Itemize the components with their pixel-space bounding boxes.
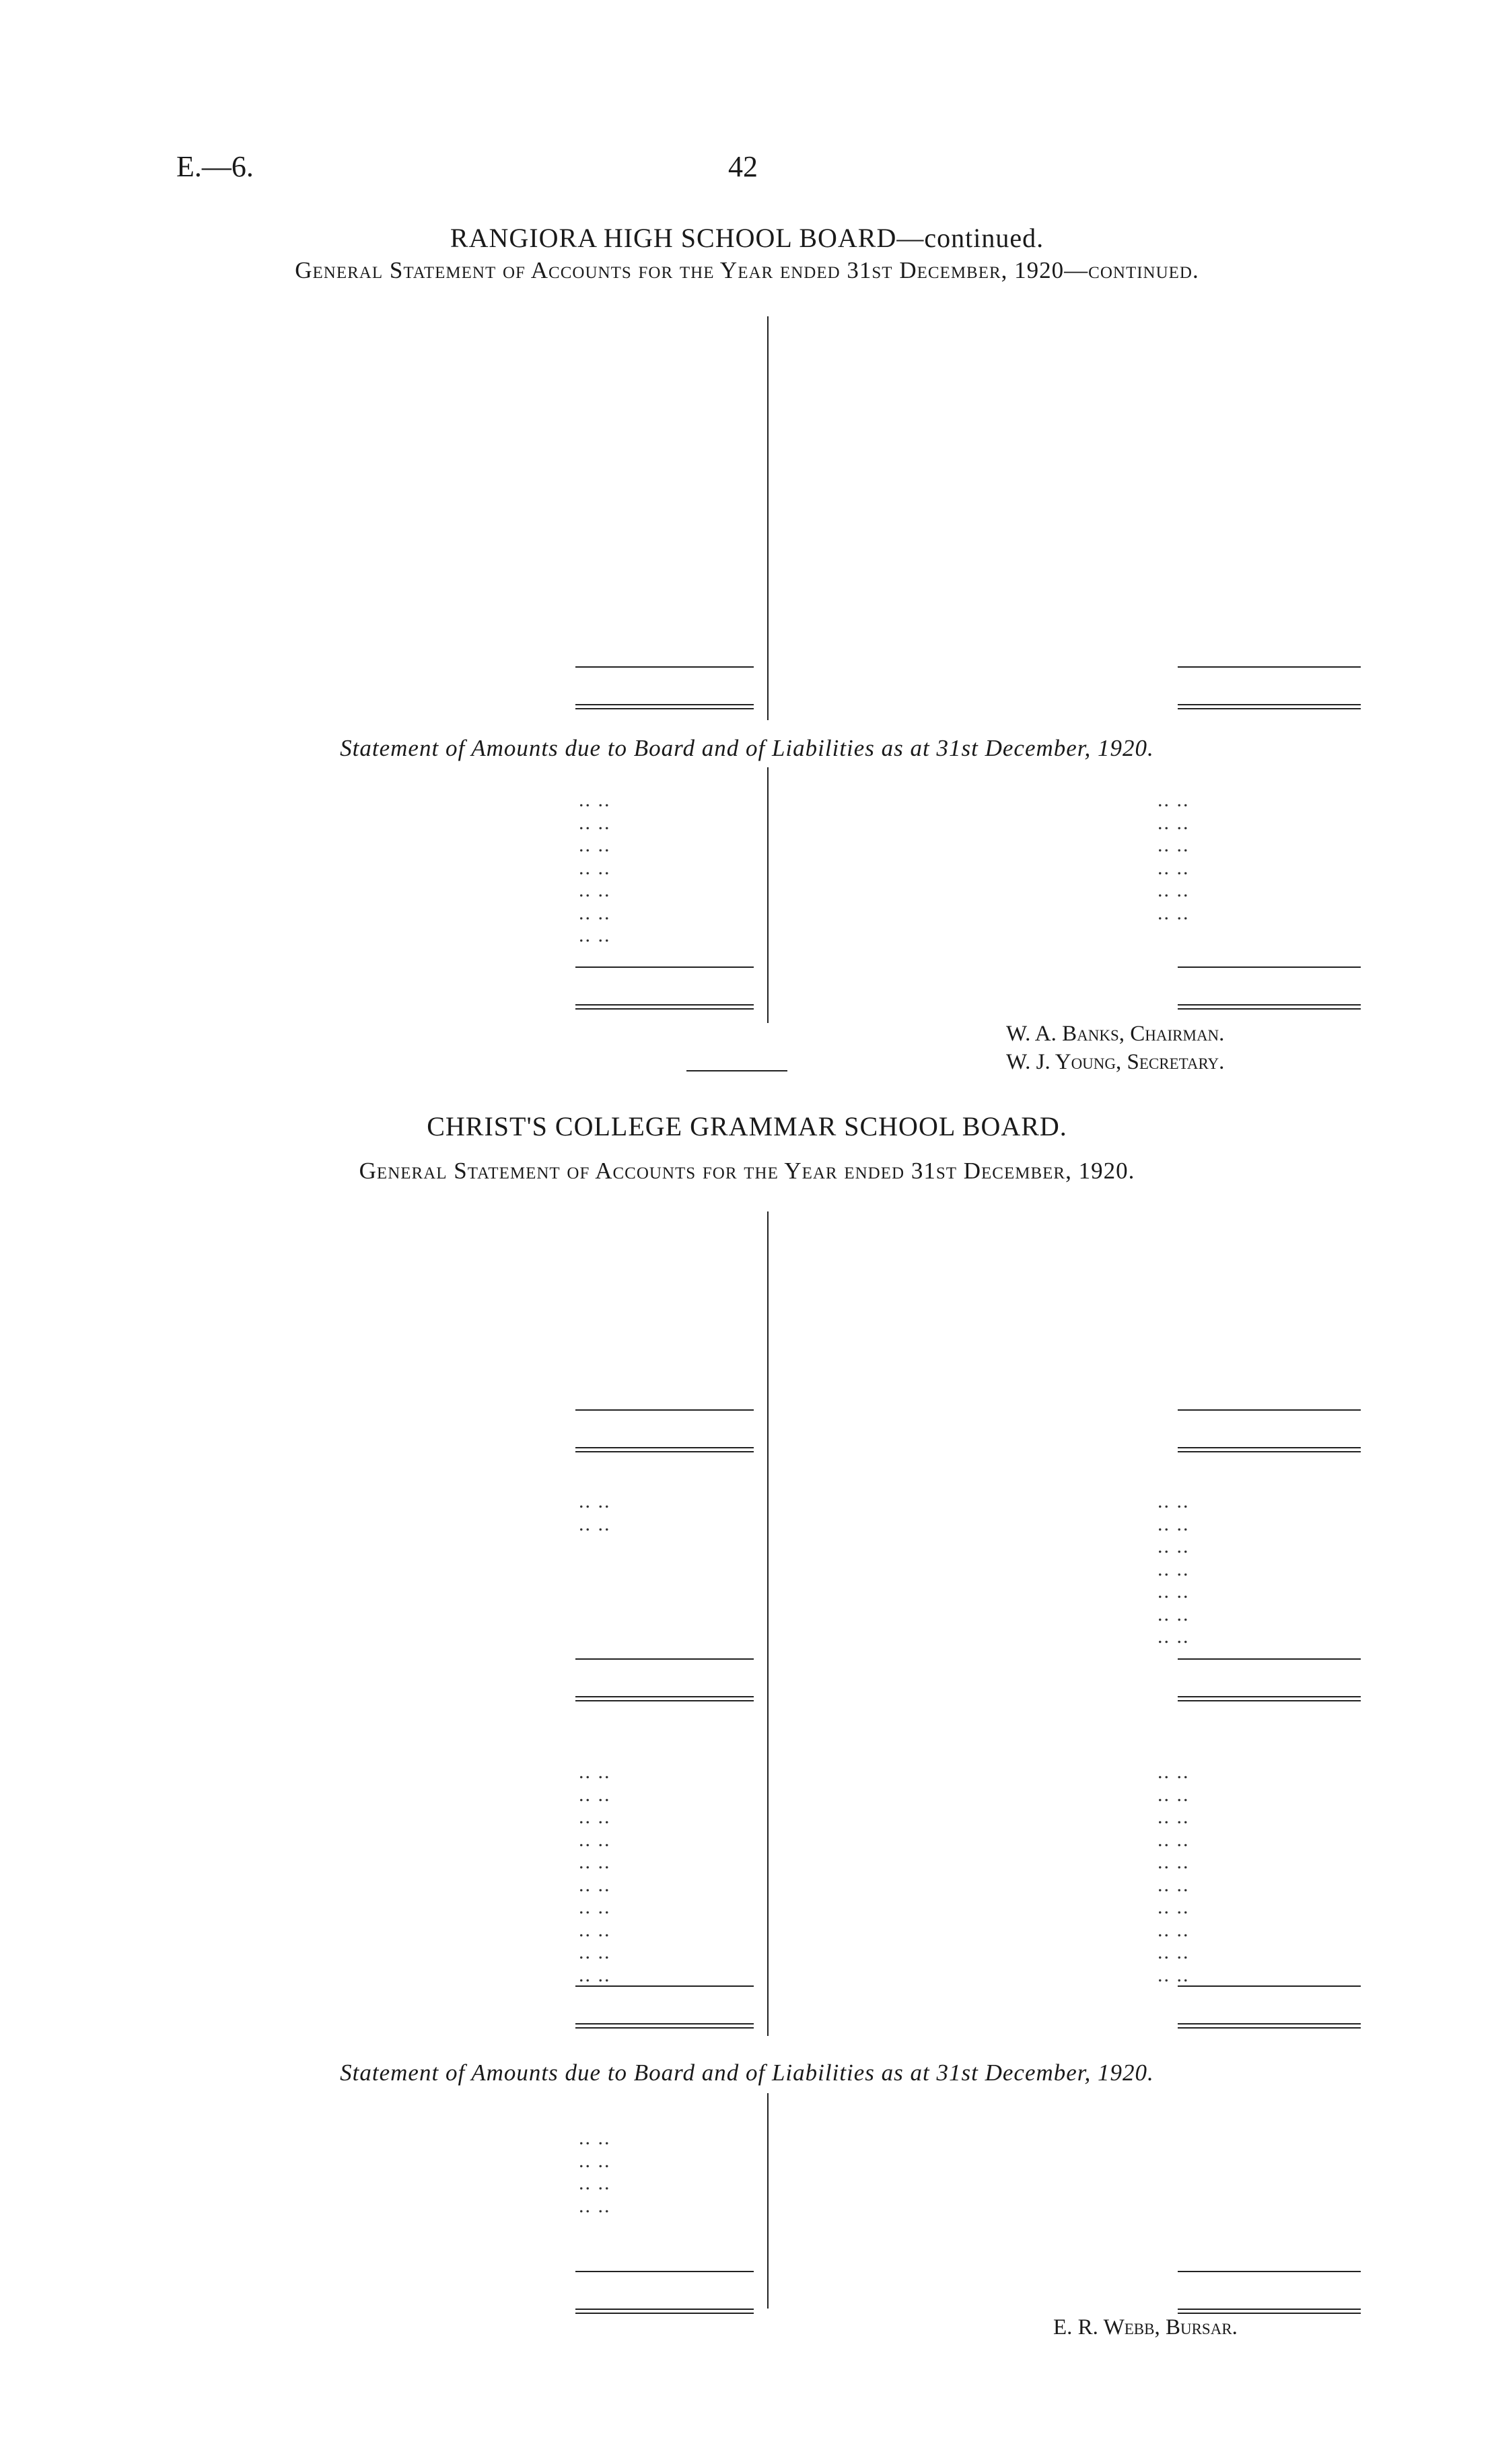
christs-due-total-rule [1178,2271,1361,2272]
christs-secondary-receipt-leader-dots: .. .. [579,1918,611,1941]
christs-hostel-receipt-leader-dots: .. .. [579,1490,611,1512]
christs-secondary-receipts-total-double-rule [575,2023,754,2025]
christs-hostel-payments-total-double-rule [1178,1696,1361,1697]
rangiora-title: RANGIORA HIGH SCHOOL BOARD—continued. [450,223,1044,253]
christs-secondary-receipt-leader-dots: .. .. [579,1963,611,1986]
page-number: 42 [728,150,758,183]
christs-secondary-receipt-leader-dots: .. .. [579,1896,611,1918]
christs-liabilities-total-double-rule [575,2309,754,2310]
christs-title: CHRIST'S COLLEGE GRAMMAR SCHOOL BOARD. [427,1111,1067,1141]
christs-secondary-receipt-leader-dots: .. .. [579,1941,611,1963]
rangiora-liability-leader-dots: .. .. [579,856,611,879]
christs-secondary-payment-leader-dots: .. .. [1158,1963,1190,1986]
rangiora-due-total-double-rule [1178,1008,1361,1010]
rangiora-liability-leader-dots: .. .. [579,834,611,856]
christs-endow-receipts-total-double-rule [575,1447,754,1448]
christs-hostel-payment-leader-dots: .. .. [1158,1512,1190,1535]
christs-liability-leader-dots: .. .. [579,2149,611,2172]
rangiora-liabilities-total-rule [575,966,754,968]
christs-hostel-payment-leader-dots: .. .. [1158,1580,1190,1603]
divider [686,1070,787,1071]
christs-hostel-payments-total-rule [1178,1658,1361,1660]
christs-secondary-payment-leader-dots: .. .. [1158,1783,1190,1806]
christs-secondary-payment-leader-dots: .. .. [1158,1941,1190,1963]
rangiora-liabilities-total-double-rule [575,1004,754,1006]
christs-liability-leader-dots: .. .. [579,2172,611,2194]
christs-secondary-payment-leader-dots: .. .. [1158,1851,1190,1873]
christs-due-total-double-rule [1178,2309,1361,2310]
christs-hostel-payment-leader-dots: .. .. [1158,1490,1190,1512]
christs-liabilities-total-rule [575,2271,754,2272]
christs-secondary-payment-leader-dots: .. .. [1158,1918,1190,1941]
christs-secondary-receipts-total-rule [575,1985,754,1987]
rangiora-due-leader-dots: .. .. [1158,811,1190,834]
christs-hostel-payments-total-double-rule [1178,1700,1361,1701]
christs-secondary-receipt-leader-dots: .. .. [579,1828,611,1851]
christs-secondary-payment-leader-dots: .. .. [1158,1828,1190,1851]
rangiora-receipts-total-rule [575,666,754,668]
christs-secondary-payments-total-rule [1178,1985,1361,1987]
christs-hostel-receipts-total-double-rule [575,1700,754,1701]
christs-secondary-receipt-leader-dots: .. .. [579,1851,611,1873]
rangiora-receipts-total-double-rule [575,708,754,709]
rangiora-statement-title: Statement of Amounts due to Board and of Liabilities as at 31st December, 1920. [340,735,1154,761]
christs-secondary-payment-leader-dots: .. .. [1158,1806,1190,1828]
christs-endow-payments-total-double-rule [1178,1451,1361,1452]
column-divider [767,316,769,720]
christs-endow-receipts-total-double-rule [575,1451,754,1452]
christs-secondary-payments-total-double-rule [1178,2023,1361,2025]
christs-secondary-receipt-leader-dots: .. .. [579,1806,611,1828]
signature-chairman: W. A. Banks, Chairman. [1006,1022,1225,1046]
christs-hostel-payment-leader-dots: .. .. [1158,1603,1190,1625]
christs-liabilities-total-double-rule [575,2313,754,2314]
christs-liability-leader-dots: .. .. [579,2194,611,2217]
page-reference: E.—6. [176,150,254,183]
rangiora-due-total-double-rule [1178,1004,1361,1006]
rangiora-due-leader-dots: .. .. [1158,856,1190,879]
rangiora-due-total-rule [1178,966,1361,968]
christs-hostel-receipts-total-double-rule [575,1696,754,1697]
column-divider [767,767,769,1023]
rangiora-liability-leader-dots: .. .. [579,924,611,946]
christs-secondary-receipt-leader-dots: .. .. [579,1761,611,1783]
christs-endow-payments-total-rule [1178,1409,1361,1411]
rangiora-receipts-total-double-rule [575,704,754,705]
rangiora-payments-total-double-rule [1178,704,1361,705]
christs-secondary-receipt-leader-dots: .. .. [579,1783,611,1806]
christs-statement-title: Statement of Amounts due to Board and of Liabilities as at 31st December, 1920. [340,2060,1154,2086]
christs-hostel-payment-leader-dots: .. .. [1158,1625,1190,1648]
rangiora-subtitle: General Statement of Accounts for the Year ended 31st December, 1920—continued. [295,257,1199,283]
christs-due-total-double-rule [1178,2313,1361,2314]
christs-hostel-receipt-leader-dots: .. .. [579,1512,611,1535]
column-divider [767,1211,769,2036]
rangiora-due-leader-dots: .. .. [1158,879,1190,901]
rangiora-liability-leader-dots: .. .. [579,901,611,924]
christs-secondary-payment-leader-dots: .. .. [1158,1896,1190,1918]
rangiora-liability-leader-dots: .. .. [579,879,611,901]
rangiora-liability-leader-dots: .. .. [579,811,611,834]
christs-secondary-payments-total-double-rule [1178,2027,1361,2029]
rangiora-due-leader-dots: .. .. [1158,901,1190,924]
signature-secretary: W. J. Young, Secretary. [1006,1050,1225,1074]
rangiora-payments-total-double-rule [1178,708,1361,709]
christs-endow-receipts-total-rule [575,1409,754,1411]
signature-bursar: E. R. Webb, Bursar. [1053,2315,1238,2339]
christs-hostel-receipts-total-rule [575,1658,754,1660]
christs-endow-payments-total-double-rule [1178,1447,1361,1448]
christs-secondary-receipts-total-double-rule [575,2027,754,2029]
christs-liability-leader-dots: .. .. [579,2127,611,2149]
christs-secondary-receipt-leader-dots: .. .. [579,1873,611,1896]
rangiora-due-leader-dots: .. .. [1158,789,1190,811]
christs-secondary-payment-leader-dots: .. .. [1158,1873,1190,1896]
rangiora-payments-total-rule [1178,666,1361,668]
christs-secondary-payment-leader-dots: .. .. [1158,1761,1190,1783]
rangiora-liabilities-total-double-rule [575,1008,754,1010]
rangiora-due-leader-dots: .. .. [1158,834,1190,856]
rangiora-liability-leader-dots: .. .. [579,789,611,811]
christs-subtitle: General Statement of Accounts for the Year ended 31st December, 1920. [359,1158,1135,1184]
christs-hostel-payment-leader-dots: .. .. [1158,1535,1190,1557]
column-divider [767,2093,769,2309]
christs-hostel-payment-leader-dots: .. .. [1158,1557,1190,1580]
